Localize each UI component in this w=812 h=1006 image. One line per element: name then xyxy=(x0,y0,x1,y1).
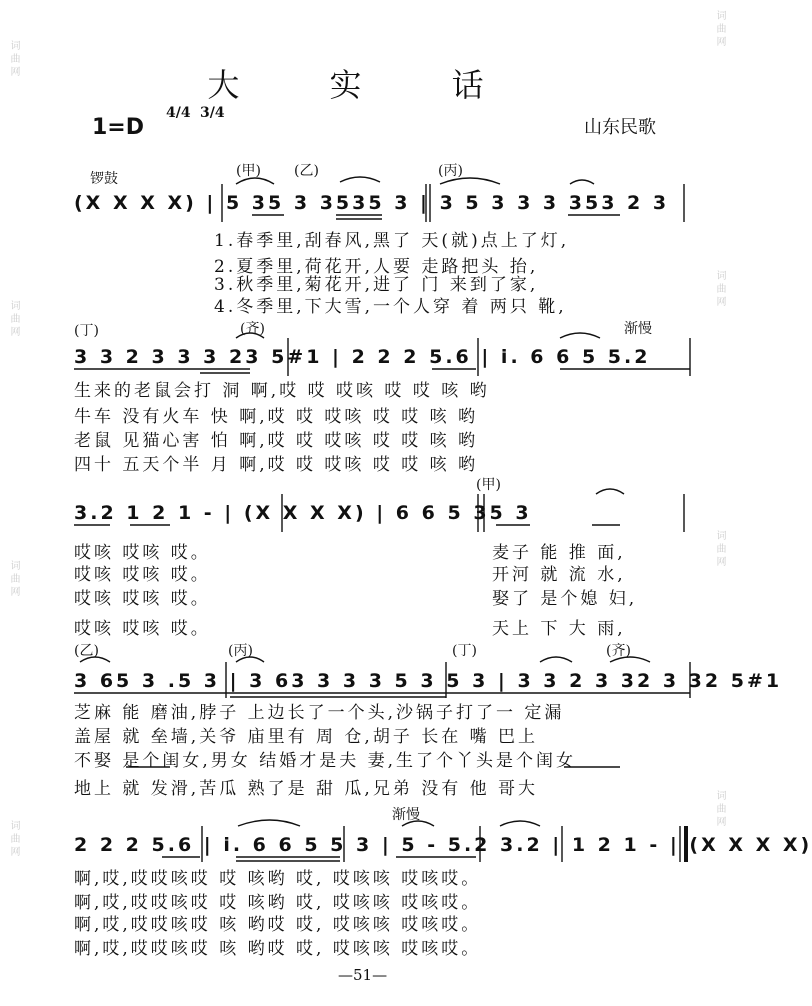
slur xyxy=(570,180,594,184)
lyric-line: 四十 五天个半 月 啊,哎 哎 哎咳 哎 哎 咳 哟 xyxy=(74,455,479,475)
lyric-line: 不娶 是个闺女,男女 结婚才是夫 妻,生了个丫头是个闺女 xyxy=(74,751,577,771)
lyric-line: 牛车 没有火车 快 啊,哎 哎 哎咳 哎 哎 咳 哟 xyxy=(74,407,479,427)
lyric-line: 芝麻 能 磨油,脖子 上边长了一个头,沙锅子打了一 定漏 xyxy=(74,703,565,723)
lyric-line: 2.夏季里,荷花开,人要 走路把头 抬, xyxy=(214,257,539,277)
lyric-line: 麦子 能 推 面, xyxy=(492,543,626,563)
slur xyxy=(596,489,624,494)
lyric-line: 生来的老鼠会打 洞 啊,哎 哎 哎咳 哎 哎 咳 哟 xyxy=(74,381,490,401)
notation-line: (X X X X) | 5 35 3 3535 3 | 3 5 3 3 3 353 2 3 xyxy=(74,192,670,214)
lyric-line: 啊,哎,哎哎咳哎 哎 咳哟 哎, 哎咳咳 哎咳哎。 xyxy=(74,869,482,889)
watermark-right-1: 词曲网 xyxy=(714,10,725,49)
lyric-line: 哎咳 哎咳 哎。 xyxy=(74,543,211,563)
part-mark: (齐) xyxy=(606,643,631,659)
lyric-line: 3.秋季里,菊花开,进了 门 来到了家, xyxy=(214,275,539,295)
lyric-line: 娶了 是个媳 妇, xyxy=(492,589,638,609)
slur xyxy=(238,820,300,826)
slur xyxy=(540,657,572,662)
part-mark: (甲) xyxy=(476,477,501,493)
lyric-line: 天上 下 大 雨, xyxy=(492,619,626,639)
slur xyxy=(236,178,274,184)
watermark-right-4: 词曲网 xyxy=(714,790,725,829)
lyric-line: 盖屋 就 垒墙,关爷 庙里有 周 仓,胡子 长在 嘴 巴上 xyxy=(74,727,539,747)
lyric-line: 啊,哎,哎哎咳哎 咳 哟哎 哎, 哎咳咳 哎咳哎。 xyxy=(74,915,482,935)
watermark-left-2: 词曲网 xyxy=(8,300,19,339)
time-signature-2-value: 3/4 xyxy=(200,105,225,121)
watermark-left-1: 词曲网 xyxy=(8,40,19,79)
slur xyxy=(236,333,264,338)
part-mark: (齐) xyxy=(240,321,265,337)
lyric-line: 开河 就 流 水, xyxy=(492,565,626,585)
lyric-line: 老鼠 见猫心害 怕 啊,哎 哎 哎咳 哎 哎 咳 哟 xyxy=(74,431,479,451)
song-source: 山东民歌 xyxy=(584,117,656,138)
part-mark: (甲) xyxy=(236,163,261,179)
slur xyxy=(402,821,434,826)
part-mark: (丙) xyxy=(438,163,463,179)
lyric-line: 啊,哎,哎哎咳哎 咳 哟哎 哎, 哎咳咳 哎咳哎。 xyxy=(74,939,482,959)
slur xyxy=(236,657,264,662)
watermark-right-3: 词曲网 xyxy=(714,530,725,569)
tempo-mark: 渐慢 xyxy=(392,807,420,823)
watermark-right-2: 词曲网 xyxy=(714,270,725,309)
lyric-line: 哎咳 哎咳 哎。 xyxy=(74,619,211,639)
watermark-left-3: 词曲网 xyxy=(8,560,19,599)
lyric-line: 哎咳 哎咳 哎。 xyxy=(74,565,211,585)
slur xyxy=(560,333,600,338)
part-mark: (丁) xyxy=(452,643,477,659)
tempo-mark: 渐慢 xyxy=(624,321,652,337)
part-mark: (乙) xyxy=(74,643,99,659)
notation-line: 3 65 3 .5 3 | 3 63 3 3 3 5 3 5 3 | 3 3 2 3 32 3 32 5#1 xyxy=(74,670,783,692)
notation-line: 2 2 2 5.6 | i. 6 6 5 5 3 | 5 - 5.2 3.2 | 1 2 1 - | (X X X X) xyxy=(74,834,812,856)
part-mark: (丁) xyxy=(74,323,99,339)
song-title: 大 实 话 xyxy=(207,66,524,104)
slur xyxy=(340,177,380,182)
notation-line: 3.2 1 2 1 - | (X X X X) | 6 6 5 35 3 xyxy=(74,502,532,524)
watermark-left-4: 词曲网 xyxy=(8,820,19,859)
slur xyxy=(610,657,650,662)
percussion-mark: 锣鼓 xyxy=(90,171,118,187)
notation-line: 3 3 2 3 3 3 23 5#1 | 2 2 2 5.6 | i. 6 6 5 5.2 xyxy=(74,346,651,368)
lyric-line: 4.冬季里,下大雪,一个人穿 着 两只 靴, xyxy=(214,297,567,317)
lyric-line: 啊,哎,哎哎咳哎 哎 咳哟 哎, 哎咳咳 哎咳哎。 xyxy=(74,893,482,913)
part-mark: (丙) xyxy=(228,643,253,659)
lyric-line: 哎咳 哎咳 哎。 xyxy=(74,589,211,609)
page-number: —51— xyxy=(338,966,388,984)
slur xyxy=(500,821,540,826)
slur xyxy=(440,178,500,184)
key-signature: 1=D xyxy=(92,115,145,140)
time-signature-1-value: 4/4 xyxy=(166,105,191,121)
part-mark: (乙) xyxy=(294,163,319,179)
lyric-line: 1.春季里,刮春风,黑了 天(就)点上了灯, xyxy=(214,231,570,251)
slur xyxy=(80,657,110,662)
lyric-line: 地上 就 发滑,苦瓜 熟了是 甜 瓜,兄弟 没有 他 哥大 xyxy=(74,779,539,799)
